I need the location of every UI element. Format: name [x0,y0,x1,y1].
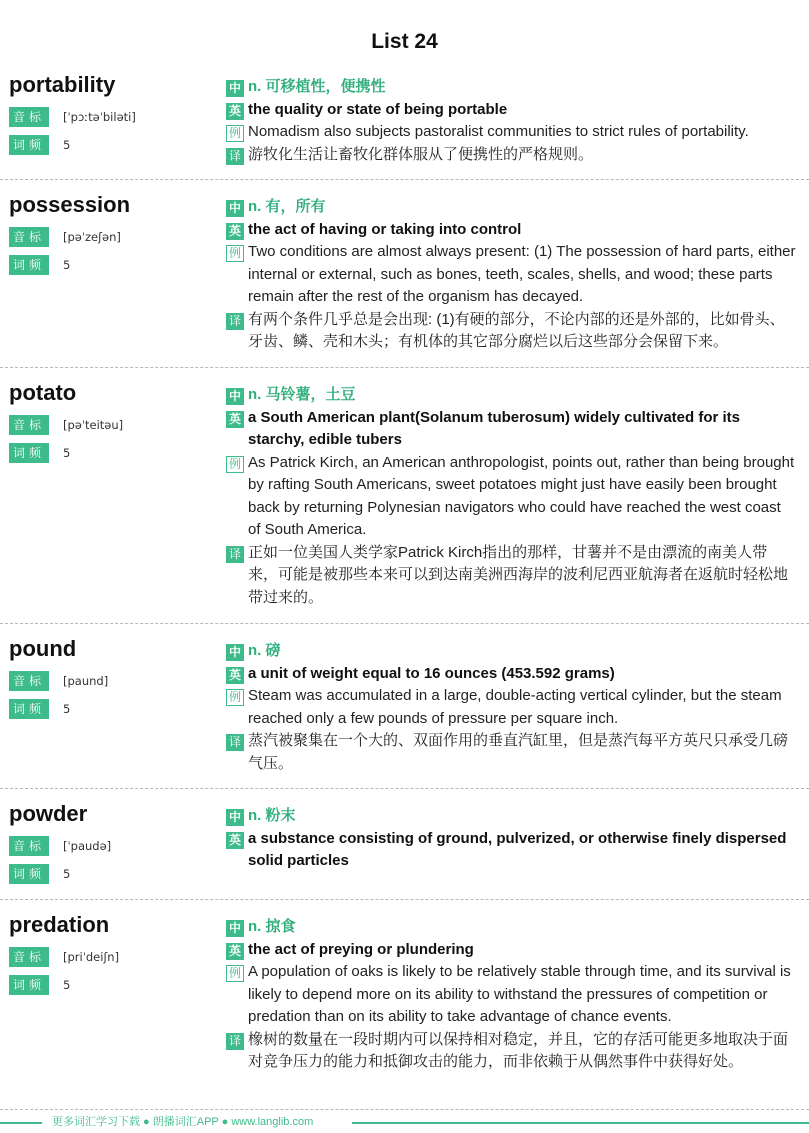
chinese-definition: 中 n. 有，所有 [226,196,796,219]
headword: predation [9,912,110,937]
chinese-definition: 中 n. 磅 [226,640,796,663]
phonetic-row [9,836,111,856]
headword: pound [9,636,77,661]
example-badge: 例 [226,456,244,473]
phonetic-value: [paund] [63,674,109,688]
translation-badge: 译 [226,1033,244,1050]
frequency-row [9,864,70,884]
cn-badge: 中 [226,809,244,826]
entry-divider [0,179,809,180]
footer-rule-left [0,1122,42,1124]
cn-badge: 中 [226,200,244,217]
example-translation: 译 有两个条件几乎总是会出现: (1)有硬的部分，不论内部的还是外部的，比如骨头、牙齿、鳞、壳和木头；有机体的其它部分腐烂以后这些部分会保留下来。 [226,309,796,354]
page-title: List 24 [371,30,438,53]
footer-promo: 更多词汇学习下载 ● 朗播词汇APP ● www.langlib.com [52,1116,314,1128]
cn-badge: 中 [226,920,244,937]
phonetic-row [9,947,119,967]
english-definition: 英 a South American plant(Solanum tuberosum) widely cultivated for its starchy, edible tubers [226,407,796,452]
frequency-tag: 词频 [9,864,49,884]
frequency-tag: 词频 [9,255,49,275]
phonetic-tag: 音标 [9,947,49,967]
frequency-tag: 词频 [9,135,49,155]
phonetic-row [9,227,121,247]
english-definition: 英 the act of preying or plundering [226,939,796,962]
translation-badge: 译 [226,313,244,330]
example-badge: 例 [226,245,244,262]
en-badge: 英 [226,223,244,240]
phonetic-value: [ˈpɔːtəˈbiləti] [63,110,136,124]
phonetic-tag: 音标 [9,836,49,856]
footer-rule-right [352,1122,809,1124]
phonetic-row [9,415,123,435]
frequency-value: 5 [63,978,71,992]
headword: powder [9,801,88,826]
example-translation: 译 正如一位美国人类学家Patrick Kirch指出的那样，甘薯并不是由漂流的南美人带来，可能是被那些本来可以到达南美洲西海岸的波利尼西亚航海者在返航时轻松地带过来的。 [226,542,796,610]
frequency-tag: 词频 [9,975,49,995]
cn-badge: 中 [226,388,244,405]
phonetic-row [9,107,136,127]
frequency-value: 5 [63,138,71,152]
translation-badge: 译 [226,148,244,165]
phonetic-value: [ˈpaudə] [63,839,112,853]
english-definition: 英 the act of having or taking into control [226,219,796,242]
entry-divider [0,788,809,789]
phonetic-value: [pəˈteitəu] [63,418,124,432]
en-badge: 英 [226,943,244,960]
chinese-definition: 中 n. 可移植性，便携性 [226,76,796,99]
frequency-row [9,443,70,463]
en-badge: 英 [226,411,244,428]
translation-badge: 译 [226,546,244,563]
frequency-row [9,975,70,995]
english-definition: 英 a substance consisting of ground, pulverized, or otherwise finely dispersed solid particles [226,828,796,873]
frequency-tag: 词频 [9,699,49,719]
entry-divider [0,623,809,624]
frequency-value: 5 [63,702,71,716]
entry-divider [0,1109,809,1110]
en-badge: 英 [226,103,244,120]
example-badge: 例 [226,689,244,706]
example-sentence: 例 Steam was accumulated in a large, double-acting vertical cylinder, but the steam reached only a few pounds of pressure per square inch. [226,685,796,730]
entry-divider [0,899,809,900]
frequency-value: 5 [63,867,71,881]
english-definition: 英 a unit of weight equal to 16 ounces (453.592 grams) [226,663,796,686]
frequency-row [9,135,70,155]
phonetic-tag: 音标 [9,227,49,247]
phonetic-row [9,671,108,691]
example-translation: 译 橡树的数量在一段时期内可以保持相对稳定，并且，它的存活可能更多地取决于面对竞争压力的能力和抵御攻击的能力，而非依赖于从偶然事件中获得好处。 [226,1029,796,1074]
frequency-value: 5 [63,446,71,460]
headword: portability [9,72,116,97]
example-sentence: 例 Two conditions are almost always present: (1) The possession of hard parts, either internal or external, such as bones, teeth, scales, shells, and wood; these parts remain after the rest of the organism has decayed. [226,241,796,309]
cn-badge: 中 [226,80,244,97]
phonetic-tag: 音标 [9,671,49,691]
frequency-value: 5 [63,258,71,272]
example-translation: 译 游牧化生活让畜牧化群体服从了便携性的严格规则。 [226,144,796,167]
phonetic-value: [pəˈzeʃən] [63,230,121,244]
example-badge: 例 [226,965,244,982]
chinese-definition: 中 n. 粉末 [226,805,796,828]
phonetic-value: [priˈdeiʃn] [63,950,120,964]
example-badge: 例 [226,125,244,142]
example-sentence: 例 Nomadism also subjects pastoralist communities to strict rules of portability. [226,121,796,144]
translation-badge: 译 [226,734,244,751]
phonetic-tag: 音标 [9,415,49,435]
phonetic-tag: 音标 [9,107,49,127]
frequency-tag: 词频 [9,443,49,463]
cn-badge: 中 [226,644,244,661]
en-badge: 英 [226,667,244,684]
entry-divider [0,367,809,368]
example-sentence: 例 A population of oaks is likely to be relatively stable through time, and its survival is likely to depend more on its ability to withstand the pressures of competition or predation than on its ability to take advantage of chance events. [226,961,796,1029]
example-translation: 译 蒸汽被聚集在一个大的、双面作用的垂直汽缸里，但是蒸汽每平方英尺只承受几磅气压。 [226,730,796,775]
en-badge: 英 [226,832,244,849]
frequency-row [9,255,70,275]
chinese-definition: 中 n. 掠食 [226,916,796,939]
english-definition: 英 the quality or state of being portable [226,99,796,122]
frequency-row [9,699,70,719]
chinese-definition: 中 n. 马铃薯，土豆 [226,384,796,407]
headword: potato [9,380,77,405]
headword: possession [9,192,131,217]
example-sentence: 例 As Patrick Kirch, an American anthropologist, points out, rather than being brought by rafting South Americans, sweet potatoes might just have easily been brought back by returning Polynesian navigators who could have reached the west coast of South America. [226,452,796,542]
